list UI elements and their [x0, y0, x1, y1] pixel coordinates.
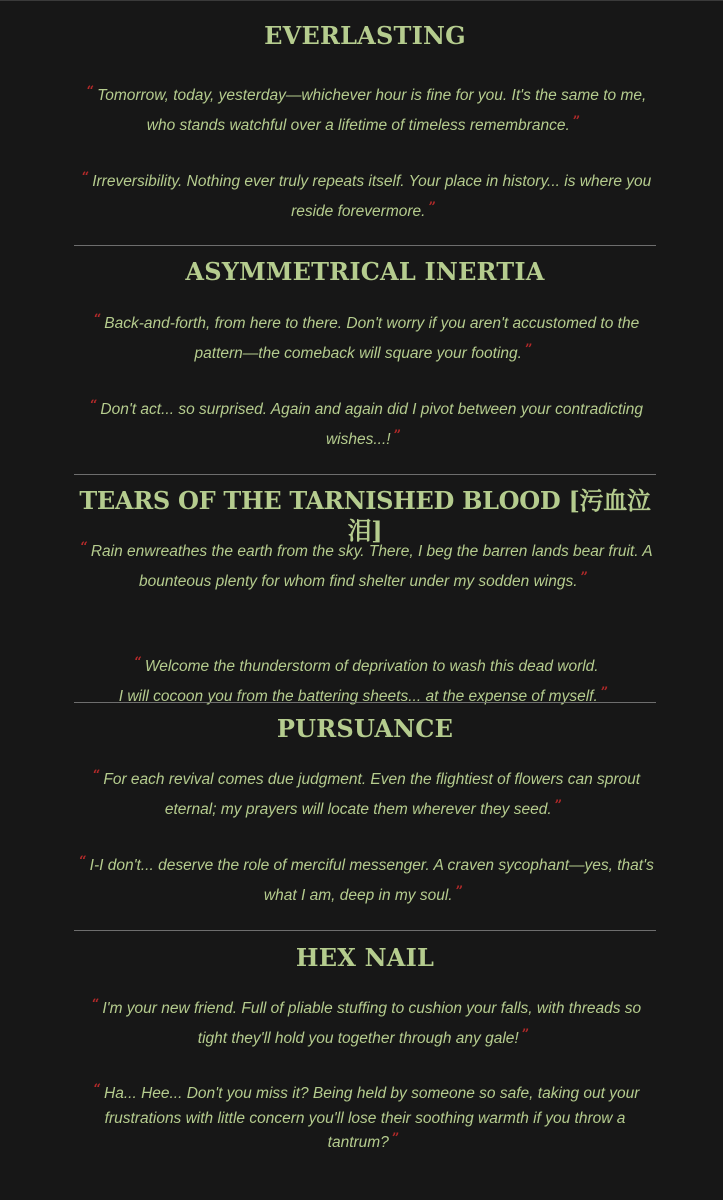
- quote-body: Welcome the thunderstorm of deprivation to wash this dead world. I will cocoon you from the battering sheets... at the expense of myself.: [118, 658, 599, 705]
- open-quote-mark: “: [92, 768, 101, 783]
- close-quote-mark: ”: [554, 798, 563, 813]
- close-quote-mark: ”: [521, 1027, 530, 1042]
- section-title: HEX NAIL: [295, 943, 435, 972]
- section-everlasting: [74, 21, 656, 51]
- section-title: TEARS OF THE TARNISHED BLOOD [污血泣泪]: [79, 486, 651, 545]
- open-quote-mark: “: [79, 854, 87, 869]
- open-quote-mark: “: [91, 997, 100, 1012]
- close-quote-mark: ”: [393, 428, 402, 443]
- open-quote-mark: “: [89, 398, 98, 413]
- quote-body: I-I don't... deserve the role of merciful messenger. A craven sycophant—yes, that's what I am, deep in my soul.: [89, 857, 654, 904]
- quote-body: Ha... Hee... Don't you miss it? Being held by someone so safe, taking out your frustrations with little concern you'll lose their soothing warmth if you throw a tantrum?: [104, 1085, 640, 1151]
- quote-text: [74, 994, 656, 1054]
- open-quote-mark: “: [134, 655, 142, 670]
- quote-text: [74, 81, 656, 141]
- quote-text: [74, 851, 656, 911]
- section-divider: [74, 930, 656, 931]
- section-title: PURSUANCE: [276, 714, 454, 743]
- quote-body: I'm your new friend. Full of pliable stuffing to cushion your falls, with threads so tight they'll hold you together through any gale!: [102, 1000, 642, 1047]
- quote-text: [74, 537, 656, 597]
- quote-text: [74, 1082, 656, 1156]
- quote-text: [74, 167, 656, 227]
- quote-body: Tomorrow, today, yesterday—whichever hour is fine for you. It's the same to me, who stands watchful over a lifetime of timeless remembrance.: [97, 87, 647, 134]
- section-divider: [74, 245, 656, 246]
- close-quote-mark: ”: [455, 884, 464, 899]
- section-divider: [74, 474, 656, 475]
- section-title: ASYMMETRICAL INERTIA: [185, 257, 545, 286]
- quote-body: Don't act... so surprised. Again and again did I pivot between your contradicting wishes...!: [100, 401, 644, 448]
- quote-text: [74, 395, 656, 455]
- open-quote-mark: “: [80, 540, 88, 555]
- close-quote-mark: ”: [391, 1131, 400, 1146]
- section-divider: [74, 702, 656, 703]
- quote-body: Rain enwreathes the earth from the sky. There, I beg the barren lands bear fruit. A bounteous plenty for whom find shelter under my sodden wings.: [90, 543, 653, 590]
- open-quote-mark: “: [81, 170, 90, 185]
- section-hex-nail: [74, 943, 656, 973]
- close-quote-mark: ”: [524, 342, 533, 357]
- quote-text: [74, 765, 656, 825]
- open-quote-mark: “: [93, 312, 102, 327]
- close-quote-mark: ”: [428, 200, 436, 215]
- open-quote-mark: “: [93, 1082, 102, 1097]
- close-quote-mark: ”: [572, 114, 581, 129]
- quote-body: Back-and-forth, from here to there. Don't worry if you aren't accustomed to the pattern—the comeback will square your footing.: [104, 315, 640, 362]
- close-quote-mark: ”: [580, 570, 589, 585]
- quote-text: [74, 623, 656, 712]
- open-quote-mark: “: [86, 84, 95, 99]
- section-title: EVERLASTING: [264, 21, 466, 50]
- section-asymmetrical-inertia: [74, 257, 656, 287]
- quote-body: For each revival comes due judgment. Even the flightiest of flowers can sprout eternal; my prayers will locate them wherever they seed.: [103, 771, 641, 818]
- quote-text: [74, 309, 656, 369]
- quote-body: Irreversibility. Nothing ever truly repeats itself. Your place in history... is where you reside forevermore.: [92, 173, 652, 220]
- section-pursuance: [74, 714, 656, 744]
- close-quote-mark: ”: [600, 685, 609, 700]
